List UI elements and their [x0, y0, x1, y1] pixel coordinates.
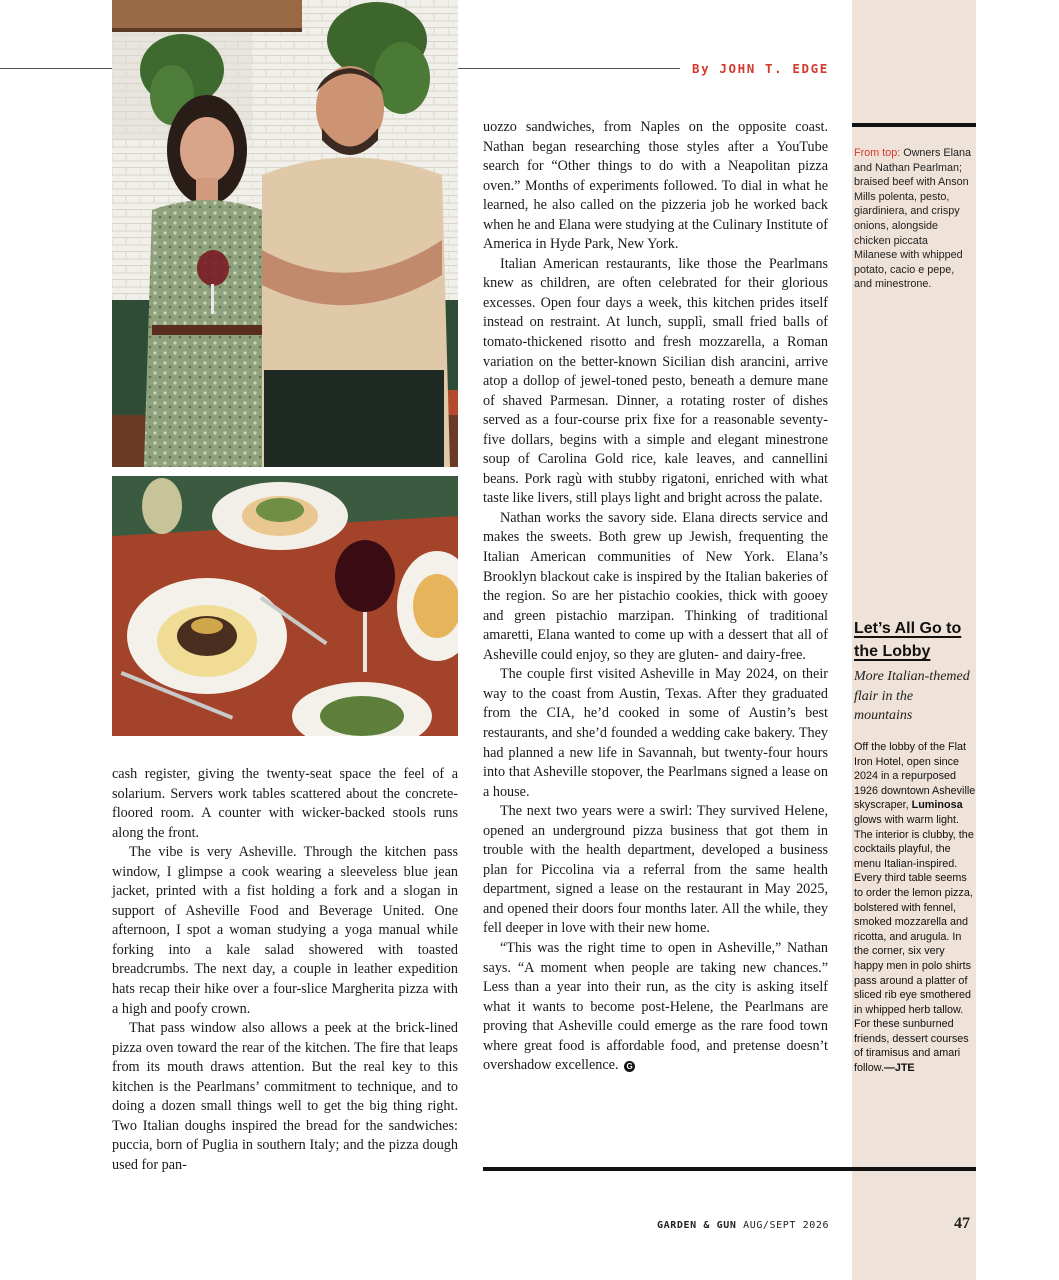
article-column-right [483, 118, 828, 1076]
article-column-left [112, 765, 458, 1175]
article-bottom-rule [483, 1167, 976, 1171]
sidebar-body-text: glows with warm light. The interior is clubby, the cocktails playful, the menu Italian-inspired. Every third table seems to order the lemon pizza, bolstered with fennel, smoked mozzarella and ricotta, and arugula. In the corner, six very happy men in polo shirts pass around a platter of sliced rib eye smothered in whipped herb tallow. For these sunburned friends, dessert courses of tiramisus and amari follow. [854, 813, 974, 1075]
article-paragraph: The vibe is very Asheville. Through the kitchen pass window, I glimpse a cook wearing a sleeveless blue jean jacket, printed with a fist holding a fork and a slogan in support of Asheville Food and Beverage United. One afternoon, I spot a woman studying a yoga manual while forking into a kale salad showered with toasted breadcrumbs. The next day, a couple in leather expedition hats recap their hike over a four-slice Margherita pizza with a high and poofy crown. [112, 844, 458, 1017]
byline-rule-left [0, 68, 112, 69]
article-paragraph: uozzo sandwiches, from Naples on the opposite coast. Nathan began researching those styles after a YouTube search for “Other things to do with a Neapolitan pizza oven.” Months of experiments followed. To dial in what he learned, he also called on the pizzeria job he worked back when he and Elana were studying at the Culinary Institute of America in Hyde Park, New York. [483, 119, 828, 253]
photo-caption [854, 146, 974, 292]
caption-text: Owners Elana and Nathan Pearlman; braised beef with Anson Mills polenta, pesto, giardiniera, and crispy onions, alongside chicken piccata Milanese with whipped potato, cacio e pepe, and minestrone. [854, 147, 972, 291]
article-paragraph: Italian American restaurants, like those the Pearlmans knew as children, are often celebrated for their glorious excesses. Open four days a week, this kitchen prides itself instead on restraint. At lunch, supplì, small fried balls of tomato-thickened risotto and fresh mozzarella, a Roman variation on the better-known Sicilian dish arancini, arrive atop a dollop of jewel-toned pesto, beneath a demure mane of shaved Parmesan. Dinner, a rotating roster of dishes served as a four-course prix fixe for a reasonable seventy-five dollars, begins with a simple and elegant minestrone soup of Carolina Gold rice, kale leaves, and cannellini beans. Pork ragù with stubby rigatoni, enriched with what taste like livers, still plays light and bright across the palate. [483, 255, 828, 507]
food-photo [112, 476, 458, 736]
end-mark-icon: G [624, 1061, 635, 1072]
article-paragraph-final [483, 939, 828, 1076]
article-paragraph: That pass window also allows a peek at the brick-lined pizza oven toward the rear of the kitchen. The fire that leaps from its mouth draws attention. But the real key to this kitchen is the Pearlmans’ commitment to technique, and to doing a dozen small things well to get the big thing right. Two Italian doughs inspired the bread for the sandwiches: puccia, born of Puglia in southern Italy; and the pizza dough used for pan- [112, 1020, 458, 1173]
page-number: 47 [954, 1215, 970, 1232]
article-paragraph-text: “This was the right time to open in Asheville,” Nathan says. “A moment when people are taking new chances.” Less than a year into their run, as the city is asking itself what it wants to become post-Helene, the Pearlmans are proving that Asheville could emerge as the rare food town where great food is affordable food, and pretense doesn’t overshadow excellence. [483, 939, 828, 1074]
article-paragraph: Nathan works the savory side. Elana directs service and makes the sweets. Both grew up Jewish, frequenting the Italian American communities of New York. Elana’s Brooklyn blackout cake is inspired by the Italian bakeries of the region. So are her pistachio cookies, thick with gooey and green pistachio marzipan. Thinking of traditional amaretti, Elana wanted to come up with a dessert that all of Asheville could enjoy, so they are gluten- and dairy-free. [483, 509, 828, 663]
sidebar-body [854, 740, 976, 1076]
article-paragraph: cash register, giving the twenty-seat space the feel of a solarium. Servers work tables scattered about the concrete-floored room. A counter with wicker-backed stools runs along the front. [112, 766, 458, 841]
sidebar-signoff: —JTE [884, 1062, 915, 1075]
sidebar-restaurant-name: Luminosa [911, 799, 963, 812]
owners-photo [112, 0, 458, 467]
article-paragraph: The next two years were a swirl: They survived Helene, opened an underground pizza business that got them in trouble with the health department, developed a business plan for Piccolina via a referral from the same health department, signed a lease on the restaurant in May 2025, and opened their doors four months later. All the while, they fell deeper in love with their new home. [483, 803, 828, 937]
caption-lead: From top: [854, 147, 901, 159]
sidebar-dek: More Italian-themed flair in the mountains [854, 669, 970, 723]
sidebar-heading: Let’s All Go to the Lobby [854, 620, 962, 660]
article-paragraph: The couple first visited Asheville in May 2024, on their way to the coast from Austin, Texas. After they graduated from the CIA, he’d cooked in some of Austin’s best restaurants, and she’d founded a wedding cake bakery. They had planned a new life in Savannah, but twenty-four hours into that Asheville stopover, the Pearlmans signed a lease on a house. [483, 666, 828, 800]
issue-date: AUG/SEPT 2026 [736, 1220, 830, 1231]
byline-rule-right [458, 68, 680, 69]
sidebar-body-text: Off the lobby of the Flat Iron Hotel, open since 2024 in a repurposed 1926 downtown Asheville skyscraper, [854, 741, 976, 812]
byline: By JOHN T. EDGE [692, 61, 829, 76]
sidebar-top-rule [852, 123, 976, 127]
publication-name: GARDEN & GUN [657, 1220, 737, 1231]
footer-publication [657, 1220, 829, 1231]
